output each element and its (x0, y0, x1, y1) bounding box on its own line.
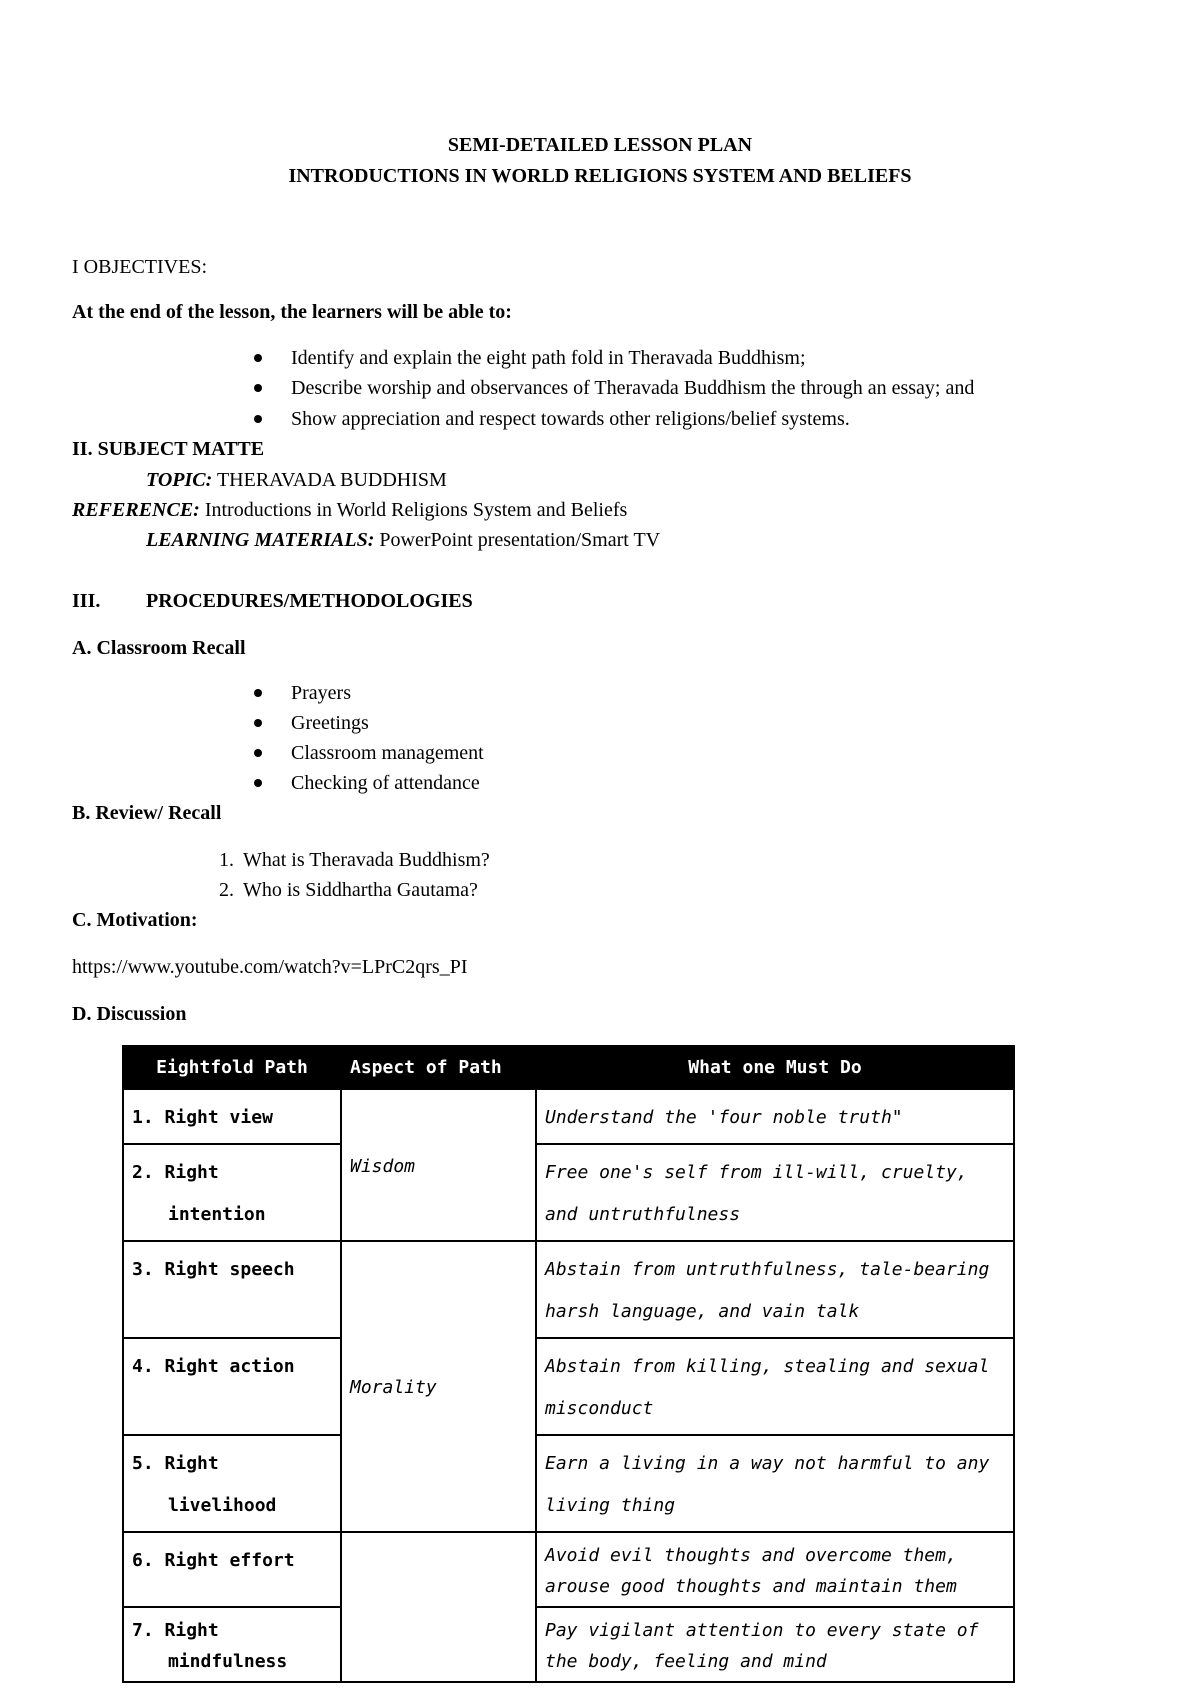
table-row (123, 1089, 1014, 1144)
description-cell: Earn a living in a way not harmful to any living thing (536, 1435, 1014, 1532)
path-cell: 4. Right action (123, 1338, 341, 1435)
motivation-video-link[interactable]: https://www.youtube.com/watch?v=LPrC2qrs_PI (72, 956, 468, 978)
bullet-icon (254, 779, 262, 787)
bullet-icon (254, 689, 262, 697)
path-cell: 6. Right effort (123, 1532, 341, 1607)
review-item-number: 1. (219, 849, 234, 871)
table-row (123, 1241, 1014, 1338)
procedures-heading: PROCEDURES/METHODOLOGIES (146, 590, 473, 612)
review-item-number: 2. (219, 879, 234, 901)
bullet-icon (254, 354, 262, 362)
objective-item: Show appreciation and respect towards other religions/belief systems. (291, 408, 850, 430)
reference-line (72, 498, 627, 522)
bullet-icon (254, 384, 262, 392)
objectives-heading: I OBJECTIVES: (72, 256, 207, 278)
path-cell: 7. Right mindfulness (123, 1607, 341, 1682)
topic-label: TOPIC: (146, 469, 213, 491)
bullet-icon (254, 719, 262, 727)
topic-line (146, 468, 447, 492)
description-cell: Understand the 'four noble truth" (536, 1089, 1014, 1144)
materials-label: LEARNING MATERIALS: (146, 529, 375, 551)
aspect-cell-wisdom: Wisdom (341, 1089, 536, 1241)
column-header-path: Eightfold Path (123, 1046, 341, 1089)
aspect-cell-empty (341, 1532, 536, 1682)
column-header-what-to-do: What one Must Do (536, 1046, 1014, 1089)
classroom-recall-heading: A. Classroom Recall (72, 637, 246, 659)
bullet-icon (254, 415, 262, 423)
recall-item: Prayers (291, 682, 351, 704)
path-cell: 3. Right speech (123, 1241, 341, 1338)
review-heading: B. Review/ Recall (72, 802, 222, 824)
document-title: SEMI-DETAILED LESSON PLAN (447, 134, 753, 156)
description-cell: Avoid evil thoughts and overcome them, arouse good thoughts and maintain them (536, 1532, 1014, 1607)
eightfold-path-table (122, 1045, 1015, 1683)
discussion-heading: D. Discussion (72, 1003, 187, 1025)
objective-item: Identify and explain the eight path fold in Theravada Buddhism; (291, 347, 806, 369)
path-cell: 5. Right livelihood (123, 1435, 341, 1532)
motivation-heading: C. Motivation: (72, 909, 198, 931)
bullet-icon (254, 749, 262, 757)
materials-line (146, 528, 660, 552)
description-cell: Pay vigilant attention to every state of the body, feeling and mind (536, 1607, 1014, 1682)
description-cell: Abstain from killing, stealing and sexual misconduct (536, 1338, 1014, 1435)
table-row (123, 1144, 1014, 1241)
recall-item: Greetings (291, 712, 369, 734)
reference-label: REFERENCE: (72, 499, 200, 521)
aspect-cell-morality: Morality (341, 1241, 536, 1532)
table-row (123, 1338, 1014, 1435)
table-row (123, 1532, 1014, 1607)
procedures-number: III. (72, 590, 101, 612)
recall-item: Classroom management (291, 742, 484, 764)
table-row (123, 1435, 1014, 1532)
table-header-row (123, 1046, 1014, 1089)
description-cell: Abstain from untruthfulness, tale-bearing harsh language, and vain talk (536, 1241, 1014, 1338)
reference-value: Introductions in World Religions System and Beliefs (199, 499, 628, 521)
description-cell: Free one's self from ill-will, cruelty, and untruthfulness (536, 1144, 1014, 1241)
subject-matter-heading: II. SUBJECT MATTE (72, 438, 265, 460)
objective-item: Describe worship and observances of Theravada Buddhism the through an essay; and (291, 377, 975, 399)
column-header-aspect: Aspect of Path (341, 1046, 536, 1089)
document-subtitle: INTRODUCTIONS IN WORLD RELIGIONS SYSTEM AND BELIEFS (288, 165, 912, 187)
objectives-lead: At the end of the lesson, the learners will be able to: (72, 301, 512, 323)
path-cell: 2. Right intention (123, 1144, 341, 1241)
topic-value: THERAVADA BUDDHISM (212, 469, 447, 491)
materials-value: PowerPoint presentation/Smart TV (374, 529, 661, 551)
review-item: Who is Siddhartha Gautama? (243, 879, 478, 901)
review-item: What is Theravada Buddhism? (243, 849, 490, 871)
recall-item: Checking of attendance (291, 772, 480, 794)
table-row (123, 1607, 1014, 1682)
path-cell: 1. Right view (123, 1089, 341, 1144)
